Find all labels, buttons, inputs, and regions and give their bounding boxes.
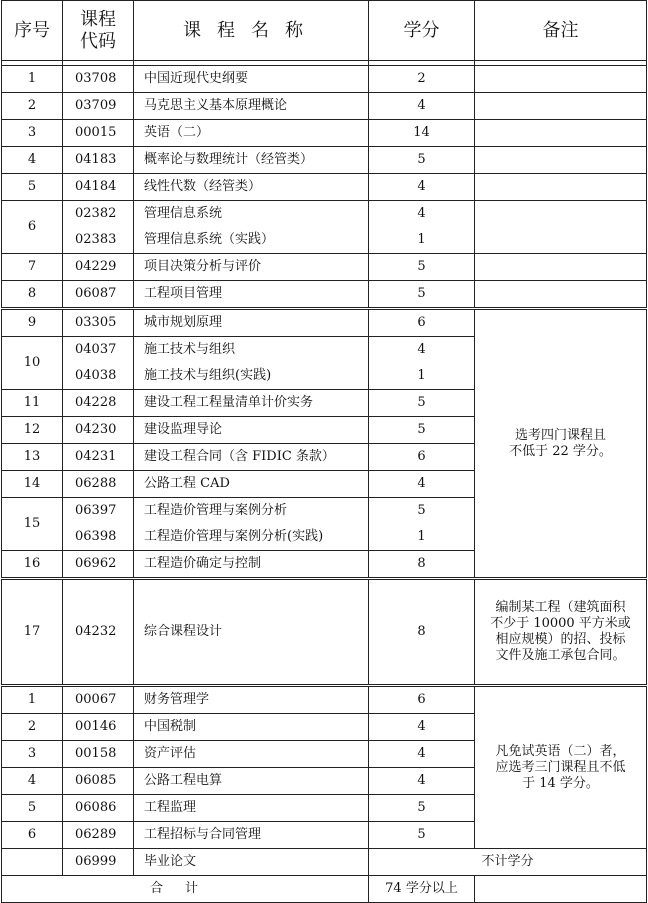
table-row [2,174,647,201]
cell-name: 工程造价确定与控制 [134,551,369,579]
cell-code: 04184 [63,174,134,201]
cell-code: 03709 [63,93,134,120]
design-note-line4: 文件及施工承包合同。 [495,648,626,663]
cell-seq: 3 [2,120,63,147]
cell-code: 04037 [63,337,134,364]
cell-credits: 14 [369,120,475,147]
cell-code: 06962 [63,551,134,579]
cell-name: 公路工程电算 [134,768,369,795]
elective-note-line1: 选考四门课程且 [514,427,606,443]
thesis-row [2,849,647,876]
cell-credits: 4 [369,93,475,120]
header-seq: 序号 [2,1,63,61]
cell-credits: 2 [369,66,475,93]
thesis-code: 06999 [63,849,134,876]
cell-remark [475,120,647,147]
cell-code: 03305 [63,309,134,337]
cell-name: 综合课程设计 [134,579,369,686]
table-row [2,281,647,309]
cell-credits: 1 [369,227,475,254]
cell-name: 公路工程 CAD [134,471,369,498]
cell-name: 施工技术与组织 [134,337,369,364]
cell-credits: 4 [369,741,475,768]
cell-code: 06086 [63,795,134,822]
exemption-note-line1: 凡免试英语（二）者， [495,743,626,759]
cell-code: 00158 [63,741,134,768]
cell-code: 04231 [63,444,134,471]
table-row [2,147,647,174]
cell-name: 施工技术与组织(实践) [134,363,369,390]
cell-seq: 12 [2,417,63,444]
exemption-note [475,686,647,849]
cell-name: 马克思主义基本原理概论 [134,93,369,120]
cell-credits: 8 [369,579,475,686]
cell-code: 04232 [63,579,134,686]
cell-seq: 8 [2,281,63,309]
cell-seq: 9 [2,309,63,337]
cell-seq: 5 [2,795,63,822]
cell-credits: 4 [369,174,475,201]
cell-name: 中国近现代史纲要 [134,66,369,93]
cell-code: 02383 [63,227,134,254]
cell-seq: 10 [2,337,63,390]
cell-code: 06397 [63,498,134,525]
cell-code: 04229 [63,254,134,281]
cell-name: 工程监理 [134,795,369,822]
cell-credits: 4 [369,768,475,795]
cell-remark [475,201,647,254]
cell-name: 资产评估 [134,741,369,768]
header-code [63,1,134,61]
cell-code: 04230 [63,417,134,444]
cell-code: 04228 [63,390,134,417]
course-table [1,0,647,903]
cell-seq: 6 [2,201,63,254]
cell-code: 06087 [63,281,134,309]
design-note-line3: 相应规模）的招、投标 [495,632,626,647]
exemption-note-line2: 应选考三门课程且不低 [495,759,626,775]
header-remarks: 备注 [475,1,647,61]
cell-credits: 5 [369,147,475,174]
cell-name: 城市规划原理 [134,309,369,337]
cell-credits: 1 [369,363,475,390]
cell-seq: 16 [2,551,63,579]
cell-credits: 4 [369,714,475,741]
design-note-line1: 编制某工程（建筑面积 [495,600,626,615]
total-remark [475,876,647,903]
cell-remark [475,254,647,281]
table-row [2,120,647,147]
cell-code: 03708 [63,66,134,93]
table-row [2,254,647,281]
cell-credits: 6 [369,686,475,714]
cell-credits: 6 [369,444,475,471]
cell-name: 管理信息系统（实践） [134,227,369,254]
total-row [2,876,647,903]
cell-credits: 5 [369,254,475,281]
cell-seq: 15 [2,498,63,551]
cell-seq: 3 [2,741,63,768]
header-name: 课程名称 [134,1,369,61]
cell-remark [475,174,647,201]
elective-note-line2: 不低于 22 学分。 [509,443,612,459]
thesis-remark: 不计学分 [369,849,647,876]
cell-name: 工程项目管理 [134,281,369,309]
cell-seq: 4 [2,768,63,795]
table-row [2,579,647,686]
cell-remark [475,281,647,309]
cell-seq: 4 [2,147,63,174]
design-note [475,579,647,686]
table-row [2,309,647,337]
cell-name: 建设监理导论 [134,417,369,444]
cell-credits: 5 [369,795,475,822]
cell-name: 线性代数（经管类） [134,174,369,201]
cell-seq: 2 [2,714,63,741]
total-label: 合计 [2,876,369,903]
cell-code: 02382 [63,201,134,228]
cell-remark [475,147,647,174]
table-row [2,201,647,228]
cell-seq: 1 [2,686,63,714]
cell-name: 工程招标与合同管理 [134,822,369,849]
cell-name: 管理信息系统 [134,201,369,228]
header-code-line2: 代码 [80,30,116,52]
cell-name: 工程造价管理与案例分析(实践) [134,524,369,551]
cell-credits: 6 [369,309,475,337]
cell-credits: 5 [369,417,475,444]
cell-credits: 5 [369,822,475,849]
cell-credits: 5 [369,281,475,309]
cell-code: 06398 [63,524,134,551]
cell-code: 00067 [63,686,134,714]
cell-code: 06288 [63,471,134,498]
cell-name: 建设工程合同（含 FIDIC 条款） [134,444,369,471]
cell-credits: 4 [369,201,475,228]
cell-seq: 7 [2,254,63,281]
cell-name: 工程造价管理与案例分析 [134,498,369,525]
cell-seq: 14 [2,471,63,498]
cell-seq: 5 [2,174,63,201]
total-credits: 74 学分以上 [369,876,475,903]
cell-credits: 5 [369,390,475,417]
cell-seq [2,849,63,876]
cell-name: 建设工程工程量清单计价实务 [134,390,369,417]
cell-remark [475,66,647,93]
exemption-note-line3: 于 14 学分。 [522,775,599,791]
cell-seq: 6 [2,822,63,849]
cell-credits: 1 [369,524,475,551]
cell-name: 财务管理学 [134,686,369,714]
cell-seq: 1 [2,66,63,93]
thesis-name: 毕业论文 [134,849,369,876]
design-note-line2: 不少于 10000 平方米或 [490,616,631,631]
cell-code: 04183 [63,147,134,174]
cell-code: 00146 [63,714,134,741]
cell-seq: 2 [2,93,63,120]
cell-name: 英语（二） [134,120,369,147]
header-credits: 学分 [369,1,475,61]
header-code-line1: 课程 [80,8,116,30]
table-row [2,93,647,120]
cell-code: 04038 [63,363,134,390]
table-row [2,66,647,93]
cell-code: 06085 [63,768,134,795]
cell-code: 06289 [63,822,134,849]
cell-seq: 11 [2,390,63,417]
cell-remark [475,93,647,120]
table-row [2,686,647,714]
cell-credits: 8 [369,551,475,579]
header-row [2,1,647,61]
cell-name: 中国税制 [134,714,369,741]
cell-credits: 4 [369,471,475,498]
cell-credits: 4 [369,337,475,364]
cell-name: 项目决策分析与评价 [134,254,369,281]
elective-note [475,309,647,579]
cell-code: 00015 [63,120,134,147]
cell-credits: 5 [369,498,475,525]
cell-seq: 17 [2,579,63,686]
cell-seq: 13 [2,444,63,471]
cell-name: 概率论与数理统计（经管类） [134,147,369,174]
